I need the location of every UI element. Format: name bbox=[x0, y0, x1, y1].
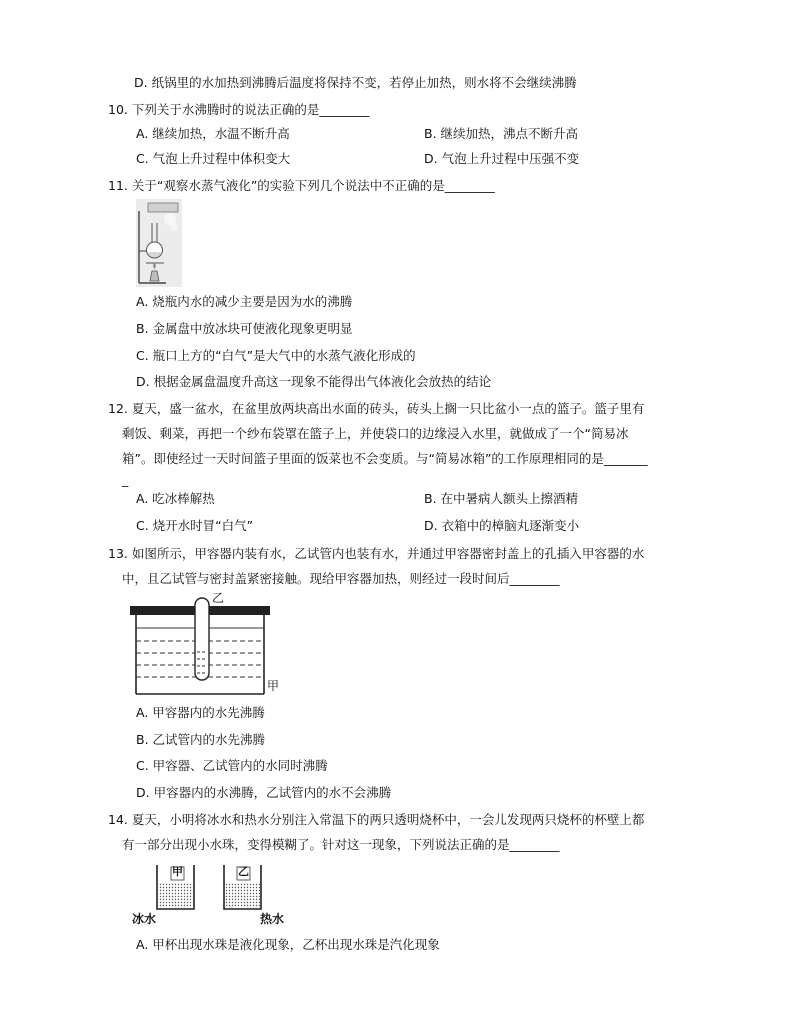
q12-option-a: A. 吃冰棒解热 bbox=[136, 491, 215, 506]
q10-option-d: D. 气泡上升过程中压强不变 bbox=[424, 151, 580, 166]
container-label: 甲 bbox=[267, 679, 280, 693]
q13-option-a: A. 甲容器内的水先沸腾 bbox=[136, 705, 265, 720]
q11-option-b: B. 金属盘中放冰块可使液化现象更明显 bbox=[136, 321, 353, 336]
q11-option-c: C. 瓶口上方的“白气”是大气中的水蒸气液化形成的 bbox=[136, 348, 416, 363]
ice-water-label: 冰水 bbox=[132, 912, 157, 926]
hot-water-label: 热水 bbox=[260, 912, 285, 926]
q13-option-c: C. 甲容器、乙试管内的水同时沸腾 bbox=[136, 758, 328, 773]
cup-right-label: 乙 bbox=[238, 865, 249, 878]
q9-option-d: D. 纸锅里的水加热到沸腾后温度将保持不变，若停止加热，则水将不会继续沸腾 bbox=[134, 75, 577, 90]
q12-stem-line-2: 剩饭、剩菜，再把一个纱布袋罩在篮子上，并使袋口的边缘浸入水里，就做成了一个“简易冰 bbox=[122, 426, 629, 441]
q10-option-a: A. 继续加热，水温不断升高 bbox=[136, 126, 290, 141]
heating-container-figure bbox=[130, 592, 292, 700]
q11-option-a: A. 烧瓶内水的减少主要是因为水的沸腾 bbox=[136, 294, 353, 309]
q12-option-d: D. 衣箱中的樟脑丸逐渐变小 bbox=[424, 518, 580, 533]
q11-option-d: D. 根据金属盘温度升高这一现象不能得出气体液化会放热的结论 bbox=[136, 374, 492, 389]
q10-option-b: B. 继续加热，沸点不断升高 bbox=[424, 126, 579, 141]
q13-option-d: D. 甲容器内的水沸腾，乙试管内的水不会沸腾 bbox=[136, 785, 392, 800]
q12-stem-line-4: _ bbox=[122, 472, 129, 487]
q12-stem-line-3: 箱”。即使经过一天时间篮子里面的饭菜也不会变质。与“简易冰箱”的工作原理相同的是_______ bbox=[122, 451, 648, 466]
beakers-figure bbox=[132, 859, 304, 931]
q10-option-c: C. 气泡上升过程中体积变大 bbox=[136, 151, 291, 166]
q12-option-b: B. 在中暑病人额头上擦酒精 bbox=[424, 491, 579, 506]
q12-stem-line-1: 12. 夏天，盛一盆水，在盆里放两块高出水面的砖头，砖头上搁一只比盆小一点的篮子。篮子里有 bbox=[108, 401, 645, 416]
tube-label: 乙 bbox=[212, 591, 225, 605]
q13-stem-line-1: 13. 如图所示，甲容器内装有水，乙试管内也装有水，并通过甲容器密封盖上的孔插入甲容器的水 bbox=[108, 546, 645, 561]
cup-left-label: 甲 bbox=[172, 865, 183, 878]
q13-option-b: B. 乙试管内的水先沸腾 bbox=[136, 732, 266, 747]
condensation-apparatus-figure bbox=[136, 199, 182, 287]
q14-stem-line-1: 14. 夏天，小明将冰水和热水分别注入常温下的两只透明烧杯中，一会儿发现两只烧杯的杯壁上都 bbox=[108, 812, 645, 827]
q12-option-c: C. 烧开水时冒“白气” bbox=[136, 518, 254, 533]
q11-stem: 11. 关于“观察水蒸气液化”的实验下列几个说法中不正确的是________ bbox=[108, 178, 495, 193]
q14-stem-line-2: 有一部分出现小水珠，变得模糊了。针对这一现象，下列说法正确的是________ bbox=[122, 837, 560, 852]
q13-stem-line-2: 中，且乙试管与密封盖紧密接触。现给甲容器加热，则经过一段时间后________ bbox=[122, 571, 560, 586]
q14-option-a: A. 甲杯出现水珠是液化现象，乙杯出现水珠是汽化现象 bbox=[136, 937, 440, 952]
q10-stem: 10. 下列关于水沸腾时的说法正确的是________ bbox=[108, 102, 370, 117]
